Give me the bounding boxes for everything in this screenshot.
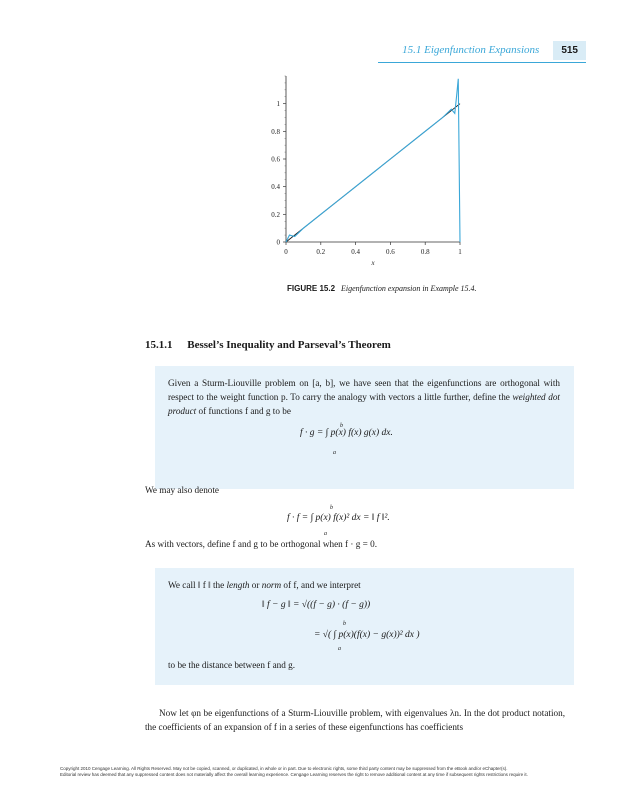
header-rule [378,62,586,63]
dot-product-definition: Given a Sturm-Liouville problem on [a, b], we have seen that the eigenfunctions are orthogonal with respect to the weight function p. To carry the analogy with vectors a little further, define the weighted dot product of functions f and g to be [168,378,560,416]
copyright-line-2: Editorial review has deemed that any suppressed content does not materially affect the overall learning experience. Cengage Learning reserves the right to remove additional content at any time if subsequent rights restrictions require it. [60,772,528,777]
y-tick-label: 0.6 [271,155,280,164]
upper-limit: b [340,423,343,429]
norm-squared-equation: f · f = ∫ p(x) f(x)² dx = ‖ f ‖². [287,513,390,523]
y-tick-label: 0.2 [271,210,280,219]
figure-caption-text: Eigenfunction expansion in Example 15.4. [341,284,477,293]
denote-text: We may also denote [145,485,220,495]
lower-limit: a [324,531,327,537]
term-weighted-dot-product: weighted dot product [168,392,560,416]
eigenfunction-plot [250,70,480,280]
coefficients-paragraph: Now let φn be eigenfunctions of a Sturm-Liouville problem, with eigenvalues λn. In the dot product notation, the coefficients of an expansion of f in a series of these eigenfunctions has coefficients [145,708,565,732]
x-axis-label: x [371,259,375,267]
running-head [402,40,586,60]
upper-limit: b [343,621,346,627]
y-tick-label: 1 [276,100,280,109]
dot-product-equation: f · g = ∫ p(x) f(x) g(x) dx. [300,428,393,438]
x-tick-label: 1 [458,248,462,256]
section-title: Bessel’s Inequality and Parseval’s Theorem [187,339,391,351]
term-norm: norm [261,580,282,590]
expansion-curve [286,79,460,242]
norm-definition: We call ‖ f ‖ the length or norm of f, and we interpret [168,580,361,590]
y-tick-label: 0 [276,238,280,247]
figure-label: FIGURE 15.2 [287,284,336,293]
lower-limit: a [333,450,336,456]
section-heading [145,339,391,351]
distance-equation-1: ‖ f − g ‖ = √((f − g) · (f − g)) [262,600,371,610]
upper-limit: b [330,505,333,511]
y-tick-label: 0.8 [271,127,280,136]
copyright-footer [60,766,580,778]
lower-limit: a [338,646,341,652]
x-tick-label: 0.6 [386,248,395,256]
x-tick-label: 0.4 [351,248,360,256]
copyright-line-1: Copyright 2010 Cengage Learning. All Rights Reserved. May not be copied, scanned, or duplicated, in whole or in part. Due to electronic rights, some third party content may be suppressed from the eBook and/or eChapter(s). [60,766,508,771]
orthogonal-definition: As with vectors, define f and g to be orthogonal when f · g = 0. [145,539,378,549]
y-tick-label: 0.4 [271,183,280,192]
figure-caption [287,283,487,294]
x-tick-label: 0 [284,248,288,256]
page-number: 515 [553,41,586,60]
section-running-title: 15.1 Eigenfunction Expansions [402,44,540,56]
distance-equation-2: = √( ∫ p(x)(f(x) − g(x))² dx ) [314,630,420,640]
x-tick-label: 0.8 [420,248,430,256]
term-length: length [226,580,250,590]
distance-text: to be the distance between f and g. [168,660,296,670]
section-number: 15.1.1 [145,339,173,351]
x-tick-label: 0.2 [316,248,326,256]
